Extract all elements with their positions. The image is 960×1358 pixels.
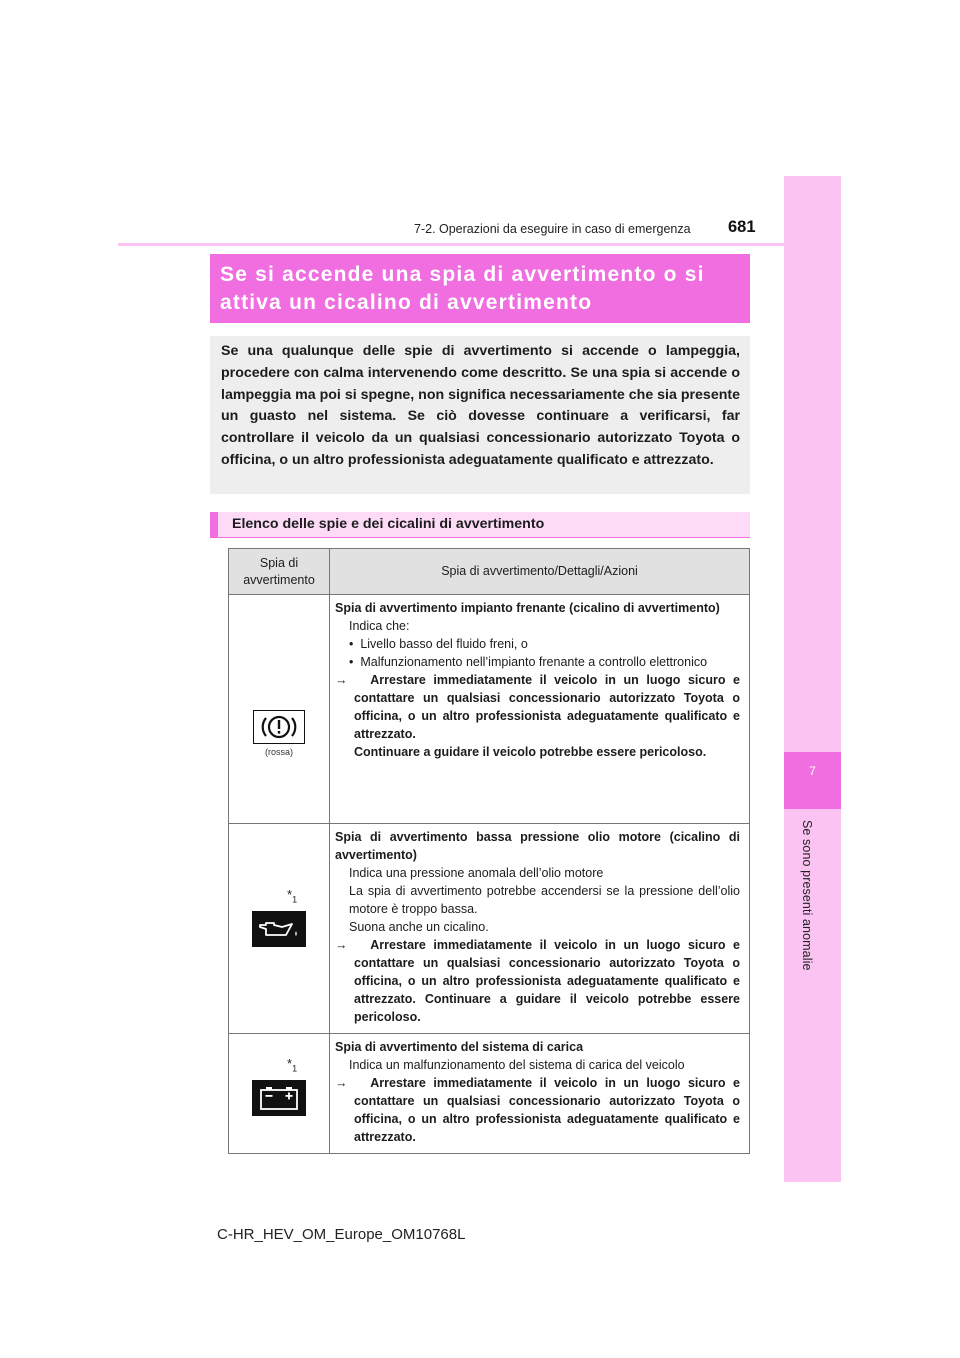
- table-row: [229, 1034, 750, 1154]
- oil-pressure-icon: [252, 911, 306, 947]
- row-line: La spia di avvertimento potrebbe accendersi se la pressione dell’olio motore è troppo bassa.: [349, 884, 740, 916]
- intro-box: [210, 336, 750, 494]
- row-title: Spia di avvertimento bassa pressione olio motore (cicalino di avvertimento): [335, 830, 740, 862]
- page-title: Se si accende una spia di avvertimento o si attiva un cicalino di avvertimento: [220, 263, 705, 314]
- intro-text: Se una qualunque delle spie di avvertimento si accende o lampeggia, procedere con calma intervenendo come descritto. Se una spia si accende o lampeggia ma poi si spegne, non significa necessariamente che sia presente un guasto nel sistema. Se ciò dovesse continuare a verificarsi, far controllare il veicolo da un qualsiasi concessionario autorizzato Toyota o officina, o un altro professionista adeguatamente qualificato e attrezzato.: [221, 343, 740, 468]
- icon-caption: (rossa): [264, 747, 293, 757]
- arrow-icon: →: [335, 1076, 348, 1090]
- row-action: → Arrestare immediatamente il veicolo in un luogo sicuro e contattare un qualsiasi concessionario autorizzato Toyota o officina, o un altro professionista adeguatamente qualificato e attrezzato. Continuare a guidare il veicolo potrebbe essere pericoloso.: [335, 938, 740, 1024]
- icon-cell: [229, 824, 330, 1034]
- details-cell: [330, 1034, 750, 1154]
- subsection-heading: [210, 512, 750, 538]
- row-title: Spia di avvertimento impianto frenante (cicalino di avvertimento): [335, 601, 720, 615]
- arrow-icon: →: [335, 938, 348, 952]
- list-item: • Livello basso del fluido freni, o: [349, 637, 528, 651]
- warning-lights-table: [228, 548, 750, 1154]
- column-header-details: Spia di avvertimento/Dettagli/Azioni: [330, 549, 750, 595]
- details-cell: [330, 824, 750, 1034]
- document-footer: C-HR_HEV_OM_Europe_OM10768L: [217, 1226, 466, 1243]
- row-title: Spia di avvertimento del sistema di carica: [335, 1040, 584, 1054]
- footnote-marker: $*_1$: [287, 887, 298, 905]
- table-row: [229, 595, 750, 824]
- chapter-number-marker: [784, 752, 841, 809]
- column-header-light: Spia di avvertimento: [229, 549, 330, 595]
- row-line: Indica un malfunzionamento del sistema di carica del veicolo: [349, 1058, 685, 1072]
- row-line: Suona anche un cicalino.: [349, 920, 489, 934]
- row-intro: Indica che:: [349, 619, 410, 633]
- chapter-side-tab: [784, 176, 841, 1182]
- brake-warning-icon: [253, 710, 305, 744]
- details-cell: [330, 595, 750, 824]
- table-row: [229, 824, 750, 1034]
- row-action: → Arrestare immediatamente il veicolo in un luogo sicuro e contattare un qualsiasi concessionario autorizzato Toyota o officina, o un altro professionista adeguatamente qualificato e attrezzato.: [335, 673, 740, 741]
- page-number: 681: [728, 218, 756, 236]
- row-action-extra: Continuare a guidare il veicolo potrebbe essere pericoloso.: [354, 745, 707, 759]
- table-header-row: [229, 549, 750, 595]
- subsection-heading-text: Elenco delle spie e dei cicalini di avvertimento: [232, 516, 545, 532]
- battery-charge-icon: [252, 1080, 306, 1116]
- arrow-icon: →: [335, 673, 348, 687]
- icon-cell: [229, 595, 330, 824]
- section-title-box: [210, 254, 750, 323]
- header-divider: [118, 243, 784, 246]
- breadcrumb: 7-2. Operazioni da eseguire in caso di emergenza: [414, 222, 691, 236]
- chapter-label: Se sono presenti anomalie: [800, 820, 814, 971]
- icon-cell: [229, 1034, 330, 1154]
- row-line: Indica una pressione anomala dell’olio motore: [349, 866, 604, 880]
- list-item: • Malfunzionamento nell’impianto frenante a controllo elettronico: [349, 655, 708, 669]
- chapter-number: 7: [809, 764, 816, 778]
- row-action: → Arrestare immediatamente il veicolo in un luogo sicuro e contattare un qualsiasi concessionario autorizzato Toyota o officina, o un altro professionista adeguatamente qualificato e attrezzato.: [335, 1076, 740, 1144]
- footnote-marker: $*_1$: [287, 1056, 298, 1074]
